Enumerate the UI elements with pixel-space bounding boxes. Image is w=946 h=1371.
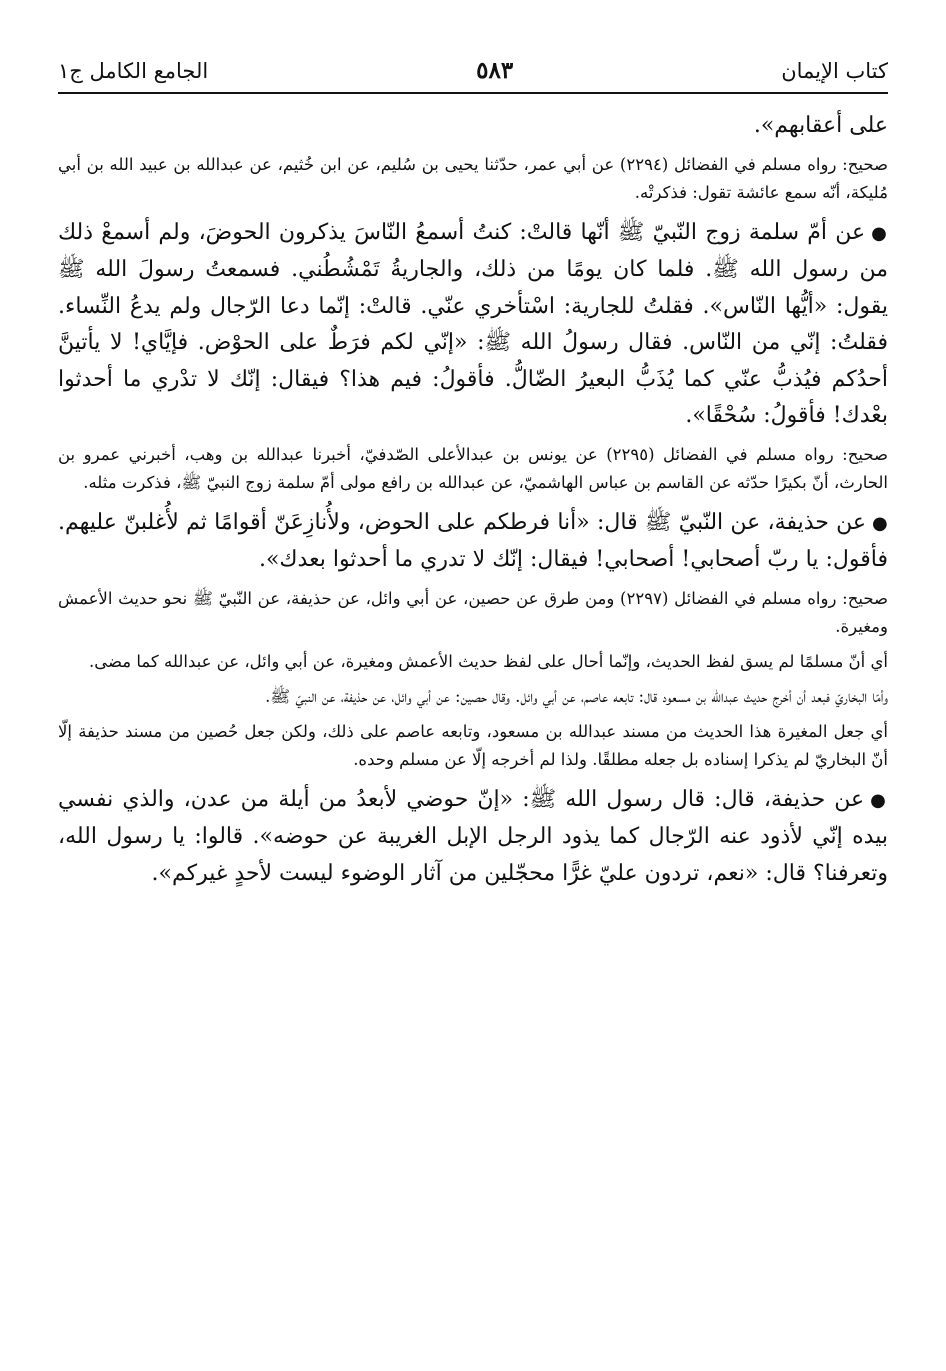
commentary-note: أي أنّ مسلمًا لم يسق لفظ الحديث، وإنّما أحال على لفظ حديث الأعمش ومغيرة، عن أبي وائل، عن عبدالله كما مضى.: [88, 651, 888, 671]
volume-title: الجامع الكامل ج١: [58, 59, 209, 83]
takhrij-note: صحيح: رواه مسلم في الفضائل (٢٢٩٤) عن أبي عمر، حدّثنا يحيى بن سُليم، عن ابن خُثيم، عن عبدالله بن عبيد الله بن أبي مُليكة، أنّه سمع عائشة تقول: فذكرتْه.: [58, 154, 889, 202]
commentary-note: أي جعل المغيرة هذا الحديث من مسند عبدالله بن مسعود، وتابعه عاصم على ذلك، ولكن جعل حُصين من مسند حذيفة إلّا أنّ البخاريّ لم يذكرا إسناده بل جعله مطلقًا. ولذا لم أخرجه إلّا عن مسلم وحده.: [58, 721, 888, 769]
bullet-icon: ●: [871, 222, 888, 244]
hadith-text: على أعقابهم».: [753, 113, 888, 138]
running-header: [58, 44, 888, 94]
hadith-text: ●عن حذيفة، عن النّبيّ ﷺ قال: «أنا فرطكم على الحوض، ولأُنازِعَنّ أقوامًا ثم لأُغلبنّ عليهم. فأقول: يا ربّ أصحابي! أصحابي! فيقال: إنّك لا تدري ما أحدثوا بعدك».: [58, 509, 888, 572]
takhrij-note: صحيح: رواه مسلم في الفضائل (٢٢٩٥) عن يونس بن عبدالأعلى الصّدفيّ، أخبرنا عبدالله بن وهب، أخبرني عمرو بن الحارث، أنّ بكيرًا حدّثه عن القاسم بن عباس الهاشميّ، عن عبدالله بن رافع مولى أمّ سلمة زوج النبيّ ﷺ، فذكرت مثله.: [58, 444, 889, 492]
page-body: [58, 94, 888, 892]
takhrij-note: صحيح: رواه مسلم في الفضائل (٢٢٩٧) ومن طرق عن حصين، عن أبي وائل، عن حذيفة، عن النّبيّ ﷺ نحو حديث الأعمش ومغيرة.: [58, 588, 888, 636]
hadith-text: ●عن أمّ سلمة زوج النّبيّ ﷺ أنّها قالتْ: كنتُ أسمعُ النّاسَ يذكرون الحوضَ، ولم أسمعْ ذلك من رسول الله ﷺ. فلما كان يومًا من ذلك، والجاريةُ تَمْشُطُني. فسمعتُ رسولَ الله ﷺ يقول: «أيُّها النّاس». فقلتُ للجارية: اسْتأخري عنّي. قالتْ: إنّما دعا الرّجال ولم يدعُ النِّساء. فقلتُ: إنّي من النّاس. فقال رسولُ الله ﷺ: «إنّي لكم فرَطٌ على الحوْض. فإيَّاي! لا يأتينَّ أحدُكم فيُذبُّ عنّي كما يُذَبُّ البعيرُ الضّالُّ. فأقولُ: فيم هذا؟ فيقال: إنّك لا تدْري ما أحدثوا بعْدك! فأقولُ: سُحْقًا».: [58, 219, 888, 428]
book-section-title: كتاب الإيمان: [781, 59, 888, 83]
bullet-icon: ●: [872, 512, 888, 534]
bullet-icon: ●: [870, 789, 888, 811]
hadith-text: ●عن حذيفة، قال: قال رسول الله ﷺ: «إنّ حوضي لأبعدُ من أيلة من عدن، والذي نفسي بيده إنّي لأذود عنه الرّجال كما يذود الرجل الإبل الغريبة عن حوضه». قالوا: يا رسول الله، وتعرفنا؟ قال: «نعم، تردون عليّ غرًّا محجّلين من آثار الوضوء ليست لأحدٍ غيركم».: [58, 786, 888, 886]
commentary-note: وأمّا البخاريّ فبعد أن أخرج حديث عبدالله بن مسعود قال: تابعه عاصم، عن أبي وائل. وقال حصين: عن أبي وائل، عن حذيفة، عن النبيّ ﷺ.: [265, 686, 888, 706]
page-number: ٥٨٣: [476, 57, 514, 84]
